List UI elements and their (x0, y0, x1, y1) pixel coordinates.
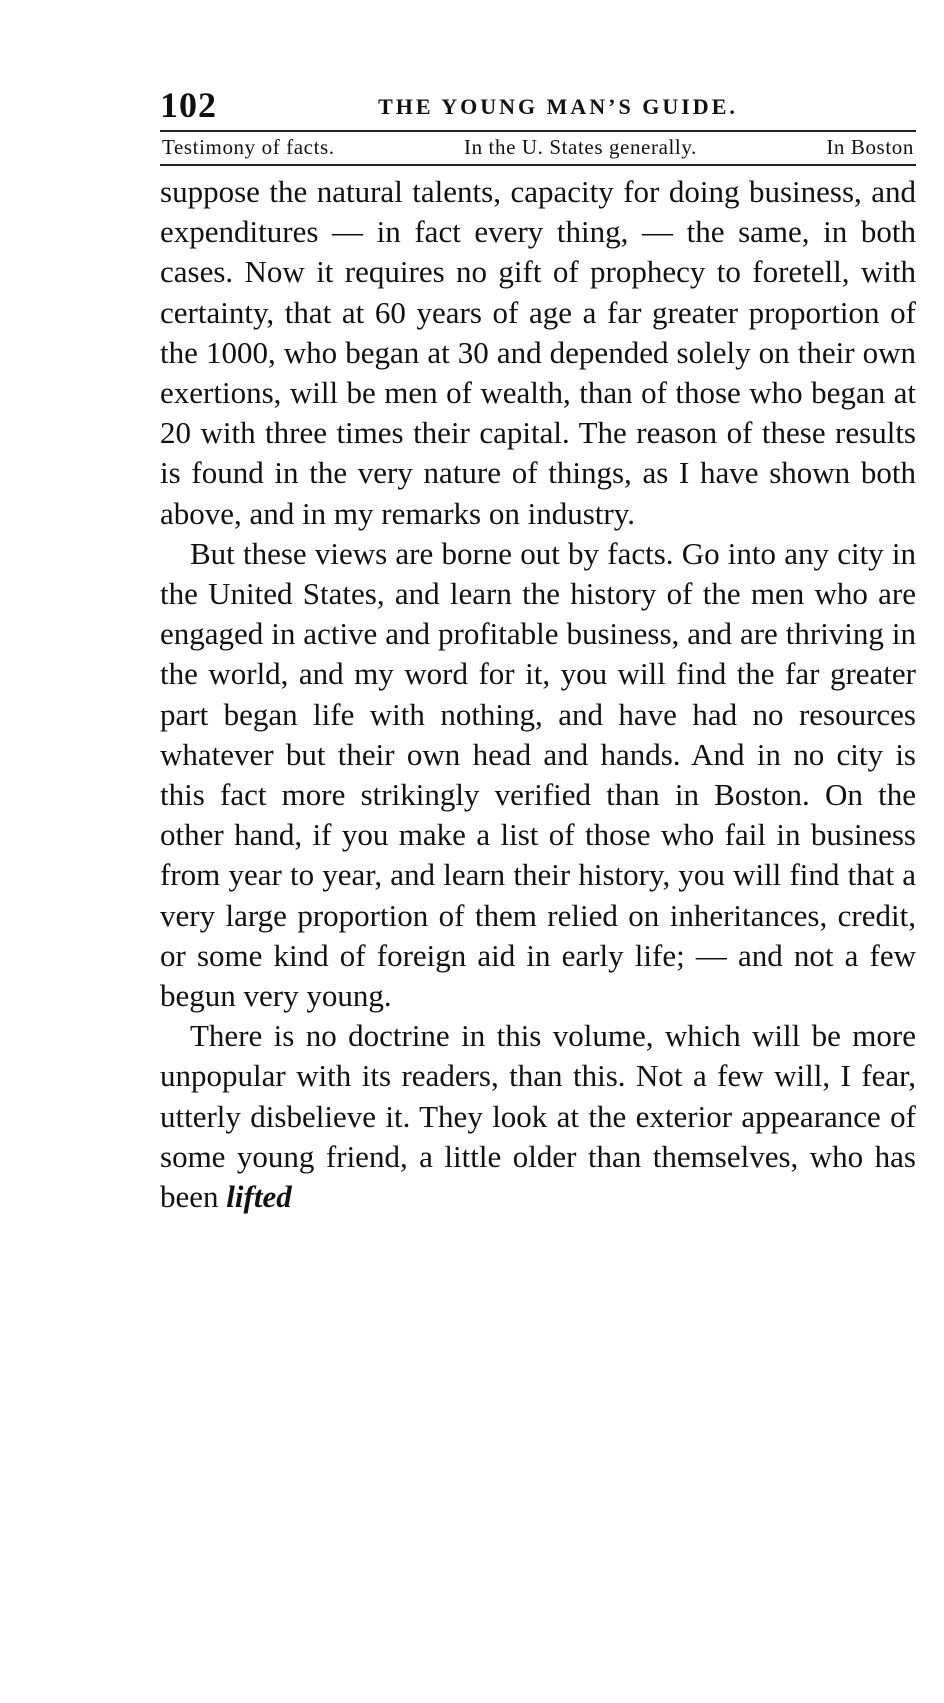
paragraph-doctrine-text: There is no doctrine in this volume, which will be more unpopular with its readers, than this. Not a few will, I fear, utterly disbelieve it. They look at the exterior appearance of some young friend, a little older than themselves, who has been (160, 1018, 916, 1215)
paragraph-doctrine (160, 1016, 916, 1217)
subheading-right: In Boston (826, 135, 914, 159)
italic-final-word: lifted (226, 1179, 292, 1215)
subheading-center: In the U. States generally. (464, 135, 697, 159)
book-page (160, 74, 916, 1217)
paragraph-continued: suppose the natural talents, capacity for doing business, and expenditures — in fact every thing, — the same, in both cases. Now it requires no gift of prophecy to foretell, with certainty, that at 60 years of age a far greater proportion of the 1000, who began at 30 and depended solely on their own exertions, will be men of wealth, than of those who began at 20 with three times their capital. The reason of these results is found in the very nature of things, as I have shown both above, and in my remarks on industry. (160, 174, 916, 531)
running-title: THE YOUNG MAN’S GUIDE. (378, 94, 738, 119)
subheading-left: Testimony of facts. (162, 135, 335, 159)
body-text (160, 172, 916, 1217)
page-header (160, 74, 916, 124)
paragraph-facts: But these views are borne out by facts. Go into any city in the United States, and learn the history of the men who are engaged in active and profitable business, and are thriving in the world, and my word for it, you will find the far greater part began life with nothing, and have had no resources whatever but their own head and hands. And in no city is this fact more strikingly verified than in Boston. On the other hand, if you make a list of those who fail in business from year to year, and learn their history, you will find that a very large proportion of them relied on inheritances, credit, or some kind of foreign aid in early life; — and not a few begun very young. (160, 535, 916, 1014)
page-number: 102 (160, 85, 217, 125)
section-subheadings (160, 130, 916, 166)
